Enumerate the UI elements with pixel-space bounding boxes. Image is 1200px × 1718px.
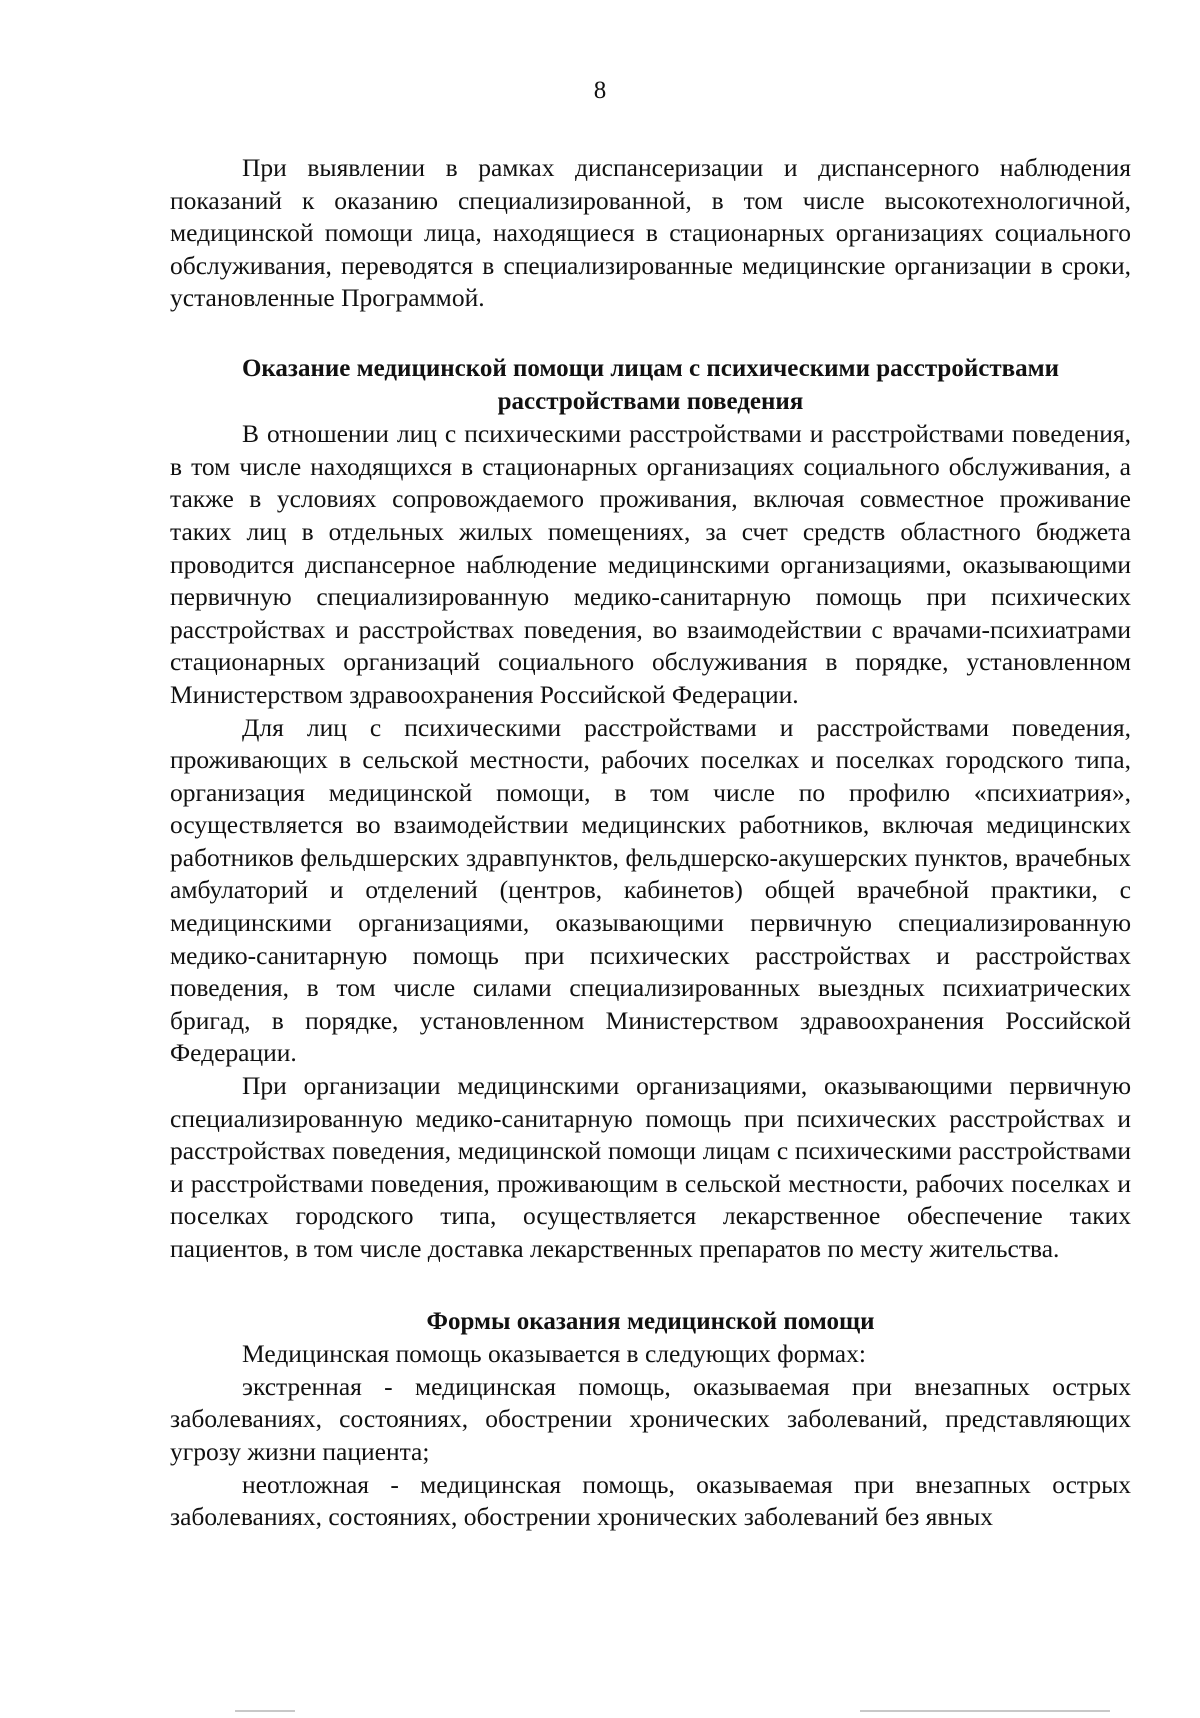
section-spacer xyxy=(170,315,1131,353)
scan-artifact xyxy=(235,1710,295,1712)
section-spacer xyxy=(170,1266,1131,1306)
paragraph-forms-intro: Медицинская помощь оказывается в следующих формах: xyxy=(242,1339,866,1369)
paragraph-psych-observation: В отношении лиц с психическими расстройствами и расстройствами поведения, в том числе находящихся в стационарных организациях социального обслуживания, а также в условиях сопровождаемого проживания, включая совместное проживание таких лиц в отдельных жилых помещениях, за счет средств областного бюджета проводится диспансерное наблюдение медицинскими организациями, оказывающими первичную специализированную медико-санитарную помощь при психических расстройствах и расстройствах поведения, во взаимодействии с врачами-психиатрами стационарных организаций социального обслуживания в порядке, установленном Министерством здравоохранения Российской Федерации. xyxy=(170,419,1131,709)
paragraph-intro: При выявлении в рамках диспансеризации и диспансерного наблюдения показаний к оказанию специализированной, в том числе высокотехнологичной, медицинской помощи лица, находящиеся в стационарных организациях социального обслуживания, переводятся в специализированные медицинские организации в сроки, установленные Программой. xyxy=(170,153,1131,313)
section-heading-psych-line1: Оказание медицинской помощи лицам с психическими расстройствами xyxy=(241,354,1060,382)
paragraph-forms-emergency: экстренная - медицинская помощь, оказываемая при внезапных острых заболеваниях, состояниях, обострении хронических заболеваний, представляющих угрозу жизни пациента; xyxy=(170,1371,1131,1466)
paragraph-psych-medication: При организации медицинскими организациями, оказывающими первичную специализированную медико-санитарную помощь при психических расстройствах и расстройствах поведения, медицинской помощи лицам с психическими расстройствами и расстройствами поведения, проживающим в сельской местности, рабочих поселках и поселках городского типа, осуществляется лекарственное обеспечение таких пациентов, в том числе доставка лекарственных препаратов по месту жительства. xyxy=(170,1071,1131,1263)
section-heading-psych-line2: расстройствами поведения xyxy=(497,387,804,415)
page-number: 8 xyxy=(593,77,607,104)
document-body xyxy=(170,152,1131,1534)
scan-artifact xyxy=(860,1710,1110,1712)
section-heading-forms: Формы оказания медицинской помощи xyxy=(426,1307,875,1335)
paragraph-psych-rural: Для лиц с психическими расстройствами и расстройствами поведения, проживающих в сельской местности, рабочих поселках и поселках городского типа, организация медицинской помощи, в том числе по профилю «психиатрия», осуществляется во взаимодействии медицинских работников, включая медицинских работников фельдшерских здравпунктов, фельдшерско-акушерских пунктов, врачебных амбулаторий и отделений (центров, кабинетов) общей врачебной практики, с медицинскими организациями, оказывающими первичную специализированную медико-санитарную помощь при психических расстройствах и расстройствах поведения, в том числе силами специализированных выездных психиатрических бригад, в порядке, установленном Министерством здравоохранения Российской Федерации. xyxy=(170,712,1131,1068)
paragraph-forms-urgent: неотложная - медицинская помощь, оказываемая при внезапных острых заболеваниях, состояниях, обострении хронических заболеваний без явных xyxy=(170,1469,1131,1532)
